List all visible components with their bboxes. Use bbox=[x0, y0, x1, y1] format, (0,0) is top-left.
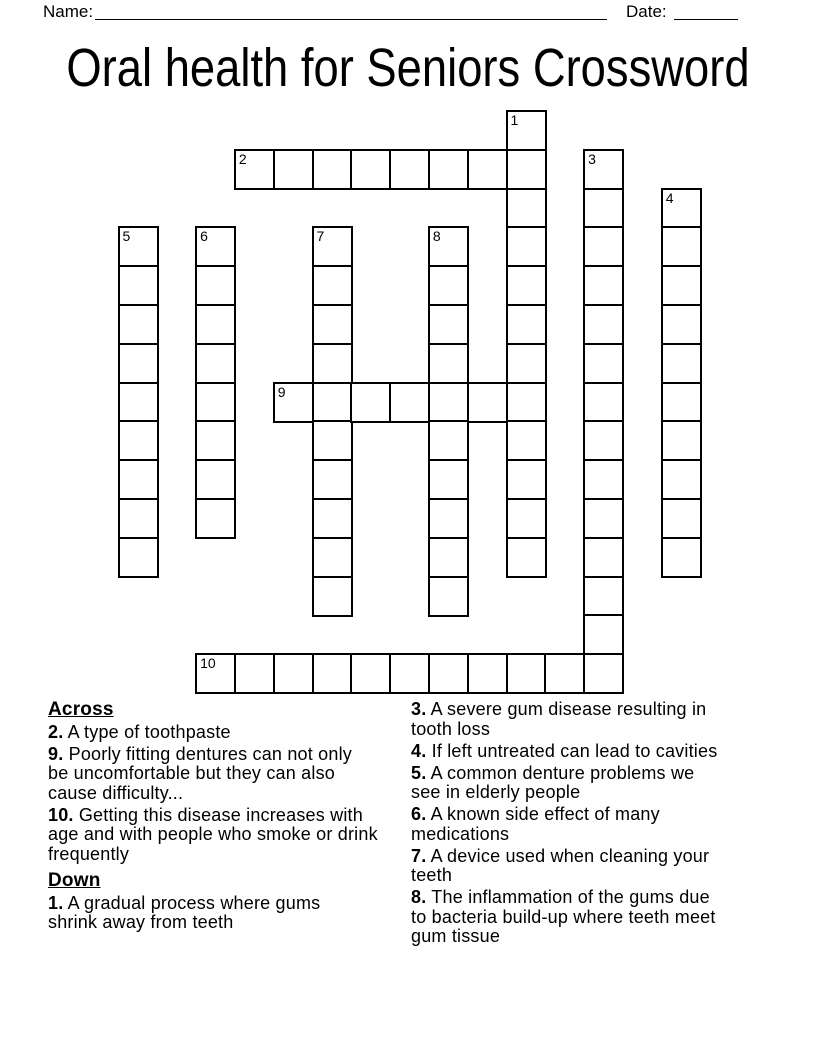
grid-cell[interactable] bbox=[544, 653, 585, 694]
grid-cell[interactable] bbox=[428, 459, 469, 500]
grid-cell[interactable] bbox=[661, 188, 702, 229]
clue-item bbox=[411, 742, 724, 762]
grid-cell-number: 6 bbox=[200, 228, 208, 245]
grid-cell[interactable] bbox=[118, 226, 159, 267]
down-heading: Down bbox=[48, 870, 101, 891]
grid-cell[interactable] bbox=[661, 343, 702, 384]
clue-text: A gradual process where gums shrink away from teeth bbox=[48, 892, 321, 932]
grid-cell[interactable] bbox=[506, 343, 547, 384]
clue-item bbox=[48, 894, 384, 933]
across-heading: Across bbox=[48, 699, 114, 720]
grid-cell[interactable] bbox=[273, 653, 314, 694]
grid-cell[interactable] bbox=[350, 382, 391, 423]
grid-cell[interactable] bbox=[506, 653, 547, 694]
grid-cell[interactable] bbox=[389, 382, 430, 423]
grid-cell-number: 4 bbox=[665, 189, 674, 206]
clue-item bbox=[48, 745, 384, 804]
grid-cell-number: 5 bbox=[122, 228, 131, 245]
grid-cell[interactable] bbox=[506, 382, 547, 423]
grid-cell[interactable] bbox=[312, 420, 353, 461]
grid-cell[interactable] bbox=[428, 265, 469, 306]
across-clues-list bbox=[48, 723, 384, 865]
grid-cell[interactable] bbox=[506, 537, 547, 578]
grid-cell[interactable] bbox=[583, 226, 624, 267]
grid-cell[interactable] bbox=[195, 653, 236, 694]
grid-cell[interactable] bbox=[583, 265, 624, 306]
grid-cell[interactable] bbox=[506, 110, 547, 151]
grid-cell[interactable] bbox=[389, 653, 430, 694]
grid-cell[interactable] bbox=[661, 459, 702, 500]
grid-cell[interactable] bbox=[118, 343, 159, 384]
clue-number: 2. bbox=[48, 721, 64, 742]
grid-cell[interactable] bbox=[428, 498, 469, 539]
grid-cell[interactable] bbox=[583, 382, 624, 423]
clues-column-left bbox=[48, 700, 384, 935]
grid-cell[interactable] bbox=[428, 343, 469, 384]
clue-number: 6. bbox=[411, 804, 427, 824]
grid-cell-number: 9 bbox=[277, 383, 286, 400]
grid-cell[interactable] bbox=[428, 304, 469, 345]
date-label: Date: bbox=[626, 2, 667, 21]
grid-cell[interactable] bbox=[195, 420, 236, 461]
grid-cell[interactable] bbox=[195, 459, 236, 500]
grid-cell[interactable] bbox=[234, 653, 275, 694]
clue-text: Getting this disease increases with age and with people who smoke or drink frequently bbox=[48, 804, 378, 864]
clue-text: A device used when cleaning your teeth bbox=[411, 845, 710, 885]
grid-cell[interactable] bbox=[506, 420, 547, 461]
grid-cell[interactable] bbox=[583, 498, 624, 539]
clue-number: 1. bbox=[48, 892, 64, 913]
grid-cell[interactable] bbox=[312, 149, 353, 190]
grid-cell[interactable] bbox=[661, 498, 702, 539]
grid-cell[interactable] bbox=[428, 576, 469, 617]
grid-cell[interactable] bbox=[118, 382, 159, 423]
clue-number: 5. bbox=[411, 762, 427, 783]
grid-cell-number: 1 bbox=[510, 112, 519, 128]
grid-cell[interactable] bbox=[583, 343, 624, 384]
grid-cell[interactable] bbox=[312, 265, 353, 306]
grid-cell[interactable] bbox=[661, 420, 702, 461]
grid-cell[interactable] bbox=[118, 265, 159, 306]
clue-item bbox=[48, 806, 384, 865]
clue-text: A common denture problems we see in elderly people bbox=[411, 762, 695, 802]
grid-cell[interactable] bbox=[195, 382, 236, 423]
grid-cell[interactable] bbox=[428, 149, 469, 190]
grid-cell[interactable] bbox=[506, 304, 547, 345]
grid-cell[interactable] bbox=[195, 304, 236, 345]
grid-cell-number: 7 bbox=[316, 228, 325, 245]
grid-cell[interactable] bbox=[273, 149, 314, 190]
grid-cell[interactable] bbox=[583, 614, 624, 655]
grid-cell[interactable] bbox=[273, 382, 314, 423]
grid-cell[interactable] bbox=[312, 226, 353, 267]
grid-cell[interactable] bbox=[467, 653, 508, 694]
clue-number: 3. bbox=[411, 699, 427, 719]
grid-cell[interactable] bbox=[428, 226, 469, 267]
grid-cell[interactable] bbox=[312, 537, 353, 578]
grid-cell[interactable] bbox=[583, 653, 624, 694]
grid-cell[interactable] bbox=[195, 226, 236, 267]
down-clues-list-left bbox=[48, 894, 384, 933]
clue-number: 9. bbox=[48, 743, 64, 764]
grid-cell[interactable] bbox=[118, 459, 159, 500]
grid-cell[interactable] bbox=[389, 149, 430, 190]
grid-cell[interactable] bbox=[583, 459, 624, 500]
grid-cell[interactable] bbox=[234, 149, 275, 190]
clue-number: 8. bbox=[411, 887, 427, 907]
grid-cell[interactable] bbox=[583, 537, 624, 578]
grid-cell[interactable] bbox=[467, 149, 508, 190]
grid-cell[interactable] bbox=[118, 498, 159, 539]
grid-cell-number: 8 bbox=[432, 228, 441, 245]
grid-cell[interactable] bbox=[661, 226, 702, 267]
grid-cell[interactable] bbox=[312, 576, 353, 617]
grid-cell[interactable] bbox=[506, 188, 547, 229]
clue-item bbox=[48, 723, 384, 743]
grid-cell[interactable] bbox=[312, 498, 353, 539]
grid-cell[interactable] bbox=[195, 343, 236, 384]
grid-cell[interactable] bbox=[312, 382, 353, 423]
grid-cell[interactable] bbox=[312, 459, 353, 500]
grid-cell[interactable] bbox=[661, 537, 702, 578]
clue-text: A type of toothpaste bbox=[63, 721, 231, 742]
grid-cell[interactable] bbox=[350, 653, 391, 694]
clue-item bbox=[411, 847, 724, 886]
grid-cell[interactable] bbox=[118, 537, 159, 578]
down-clues-list-right bbox=[411, 700, 724, 947]
grid-cell-number: 10 bbox=[200, 655, 216, 672]
grid-cell[interactable] bbox=[506, 265, 547, 306]
clue-item bbox=[411, 764, 724, 803]
grid-cell[interactable] bbox=[312, 343, 353, 384]
grid-cell[interactable] bbox=[118, 304, 159, 345]
grid-cell[interactable] bbox=[583, 576, 624, 617]
grid-cell[interactable] bbox=[428, 537, 469, 578]
grid-cell[interactable] bbox=[195, 498, 236, 539]
clue-text: The inflammation of the gums due to bacteria build-up where teeth meet gum tissue bbox=[411, 887, 716, 946]
clue-number: 7. bbox=[411, 845, 427, 866]
clue-text: If left untreated can lead to cavities bbox=[426, 740, 718, 761]
clue-item bbox=[411, 888, 724, 947]
grid-cell[interactable] bbox=[506, 226, 547, 267]
grid-cell-number: 3 bbox=[588, 150, 596, 167]
clue-number: 4. bbox=[411, 740, 427, 761]
grid-cell[interactable] bbox=[350, 149, 391, 190]
grid-cell[interactable] bbox=[312, 653, 353, 694]
clue-text: Poorly fitting dentures can not only be uncomfortable but they can also cause difficulty... bbox=[48, 743, 352, 803]
grid-cell[interactable] bbox=[312, 304, 353, 345]
grid-cell[interactable] bbox=[583, 149, 624, 190]
clue-text: A known side effect of many medications bbox=[411, 804, 660, 844]
grid-cell-number: 2 bbox=[238, 150, 247, 167]
grid-cell[interactable] bbox=[661, 265, 702, 306]
grid-cell[interactable] bbox=[118, 420, 159, 461]
page-title: Oral health for Seniors Crossword bbox=[66, 38, 750, 98]
grid-cell[interactable] bbox=[506, 459, 547, 500]
grid-cell[interactable] bbox=[661, 304, 702, 345]
grid-cell[interactable] bbox=[583, 188, 624, 229]
name-label: Name: bbox=[43, 2, 94, 21]
grid-cell[interactable] bbox=[583, 420, 624, 461]
clues-column-right bbox=[411, 700, 724, 949]
grid-cell[interactable] bbox=[506, 149, 547, 190]
clue-item bbox=[411, 805, 724, 844]
grid-cell[interactable] bbox=[428, 382, 469, 423]
grid-cell[interactable] bbox=[506, 498, 547, 539]
grid-cell[interactable] bbox=[428, 420, 469, 461]
clue-text: A severe gum disease resulting in tooth loss bbox=[411, 699, 707, 739]
grid-cell[interactable] bbox=[428, 653, 469, 694]
clue-item bbox=[411, 700, 724, 739]
grid-cell[interactable] bbox=[467, 382, 508, 423]
grid-cell[interactable] bbox=[661, 382, 702, 423]
grid-cell[interactable] bbox=[195, 265, 236, 306]
clue-number: 10. bbox=[48, 804, 74, 825]
grid-cell[interactable] bbox=[583, 304, 624, 345]
